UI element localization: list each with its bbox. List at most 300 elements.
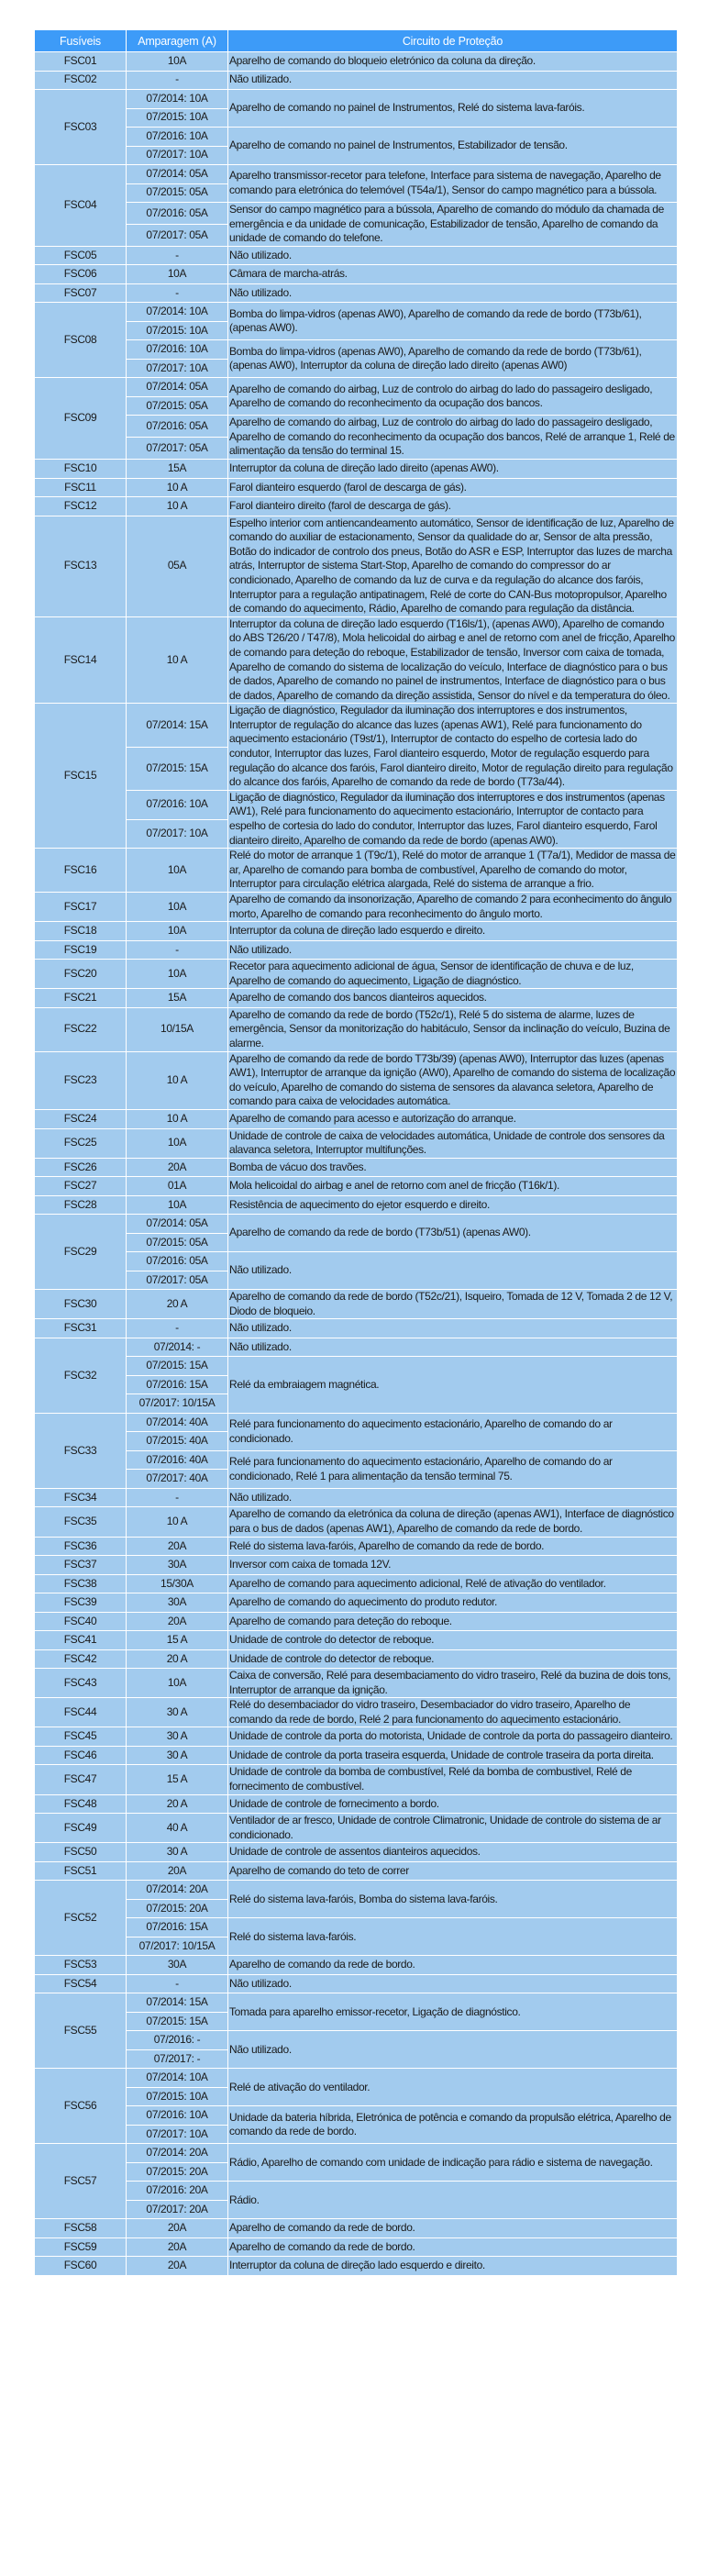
fuse-id: FSC42 <box>35 1649 127 1669</box>
fuse-id: FSC60 <box>35 2257 127 2276</box>
table-row <box>35 378 678 397</box>
protection-circuit: Aparelho de comando da rede de bordo. <box>228 1956 678 1975</box>
protection-circuit: Ligação de diagnóstico, Regulador da iluminação dos interruptores e dos instrumentos (apenas AW1), Relé para funcionamento do aquecimento estacionário, Interruptor de contacto para espelho de cortesia do lado do condutor, Interruptor das luzes, Farol dianteiro esquerdo, Farol dianteiro direito, Aparelho de comando da rede de bordo (apenas AW0). <box>228 790 678 848</box>
protection-circuit: Relé da embraiagem magnética. <box>228 1357 678 1414</box>
table-row <box>35 1814 678 1843</box>
amperage: 10A <box>127 1669 228 1698</box>
amperage: 10A <box>127 849 228 893</box>
table-row <box>35 1450 678 1470</box>
amperage: 10/15A <box>127 1007 228 1051</box>
table-row <box>35 1507 678 1537</box>
fuse-id: FSC13 <box>35 516 127 616</box>
amperage: 15/30A <box>127 1574 228 1593</box>
table-row <box>35 1746 678 1765</box>
protection-circuit: Aparelho de comando da eletrónica da coluna de direção (apenas AW1), Interface de diagnóstico para o bus de dados (apenas AW1), Aparelho de comando da rede de bordo. <box>228 1507 678 1537</box>
table-row <box>35 2182 678 2201</box>
table-row <box>35 2257 678 2276</box>
protection-circuit: Aparelho de comando no painel de Instrumentos, Relé do sistema lava-faróis. <box>228 90 678 128</box>
protection-circuit: Relé do sistema lava-faróis. <box>228 1918 678 1956</box>
amperage: 10 A <box>127 1051 228 1109</box>
table-row <box>35 246 678 265</box>
table-row <box>35 2031 678 2050</box>
protection-circuit: Unidade de controle da porta traseira esquerda, Unidade de controle traseira da porta direita. <box>228 1746 678 1765</box>
fuse-id: FSC52 <box>35 1881 127 1956</box>
table-row <box>35 704 678 747</box>
protection-circuit: Não utilizado. <box>228 246 678 265</box>
amperage: 07/2015: 15A <box>127 1357 228 1376</box>
amperage: 07/2016: 05A <box>127 416 228 438</box>
amperage: - <box>127 1319 228 1338</box>
amperage: 07/2017: 10/15A <box>127 1937 228 1956</box>
header-protection-circuit: Circuito de Proteção <box>228 30 678 52</box>
protection-circuit: Aparelho de comando do aquecimento do produto redutor. <box>228 1593 678 1613</box>
amperage: 10 A <box>127 497 228 516</box>
protection-circuit: Interruptor da coluna de direção lado esquerdo e direito. <box>228 2257 678 2276</box>
amperage: 20A <box>127 2237 228 2257</box>
fuse-id: FSC47 <box>35 1765 127 1794</box>
amperage: 07/2014: 20A <box>127 1881 228 1900</box>
table-row <box>35 1556 678 1575</box>
amperage: 20A <box>127 1861 228 1881</box>
protection-circuit: Relé para funcionamento do aquecimento estacionário, Aparelho de comando do ar condicionado, Relé 1 para alimentação da tensão terminal 75. <box>228 1450 678 1488</box>
fuse-id: FSC08 <box>35 303 127 378</box>
fuse-id: FSC24 <box>35 1110 127 1129</box>
amperage: 07/2016: 10A <box>127 340 228 360</box>
amperage: 20 A <box>127 1794 228 1814</box>
fuse-id: FSC43 <box>35 1669 127 1698</box>
table-row <box>35 1974 678 1993</box>
fuse-id: FSC17 <box>35 893 127 922</box>
table-row <box>35 1357 678 1376</box>
fuse-id: FSC09 <box>35 378 127 460</box>
protection-circuit: Relé de ativação do ventilador. <box>228 2069 678 2106</box>
amperage: 07/2014: 05A <box>127 165 228 184</box>
table-row <box>35 1537 678 1556</box>
protection-circuit: Sensor do campo magnético para a bússola, Aparelho de comando do módulo da chamada de emergência e da unidade de comunicação, Estabilizador de tensão, Aparelho de comando da unidade de comando do telefone. <box>228 203 678 247</box>
fuse-id: FSC41 <box>35 1631 127 1650</box>
protection-circuit: Não utilizado. <box>228 940 678 960</box>
table-row <box>35 340 678 360</box>
fuse-id: FSC10 <box>35 460 127 479</box>
fuse-id: FSC29 <box>35 1215 127 1290</box>
table-row <box>35 478 678 497</box>
protection-circuit: Não utilizado. <box>228 1338 678 1357</box>
table-row <box>35 1051 678 1109</box>
amperage: - <box>127 246 228 265</box>
amperage: 07/2015: 15A <box>127 747 228 790</box>
fuse-id: FSC18 <box>35 922 127 941</box>
fuse-id: FSC02 <box>35 71 127 90</box>
amperage: 07/2015: 20A <box>127 1899 228 1918</box>
amperage: 40 A <box>127 1814 228 1843</box>
amperage: - <box>127 71 228 90</box>
table-row <box>35 1110 678 1129</box>
protection-circuit: Inversor com caixa de tomada 12V. <box>228 1556 678 1575</box>
protection-circuit: Aparelho transmissor-recetor para telefone, Interface para sistema de navegação, Aparelho de comando para eletrónica do telemóvel (T54a/1), Sensor do campo magnético para a bússola. <box>228 165 678 203</box>
amperage: 07/2016: 10A <box>127 2106 228 2126</box>
table-row <box>35 849 678 893</box>
table-row <box>35 922 678 941</box>
protection-circuit: Unidade de controle da bomba de combustível, Relé da bomba de combustivel, Relé de fornecimento de combustível. <box>228 1765 678 1794</box>
amperage: 10 A <box>127 616 228 704</box>
protection-circuit: Caixa de conversão, Relé para desembaciamento do vidro traseiro, Relé da buzina de dois tons, Interruptor de arranque da ignição. <box>228 1669 678 1698</box>
amperage: 07/2017: 40A <box>127 1470 228 1489</box>
table-row <box>35 128 678 147</box>
protection-circuit: Não utilizado. <box>228 2031 678 2069</box>
protection-circuit: Relé do sistema lava-faróis, Aparelho de comando da rede de bordo. <box>228 1537 678 1556</box>
table-row <box>35 960 678 989</box>
amperage: 07/2016: 10A <box>127 790 228 819</box>
protection-circuit: Ligação de diagnóstico, Regulador da iluminação dos interruptores e dos instrumentos, Interruptor de regulação do alcance das luzes (apenas AW1), Relé para funcionamento do aquecimento estacionário (T9st/1), Interruptor de contacto do espelho de cortesia lado do condutor, Interruptor das luzes, Farol dianteiro esquerdo, Motor de regulação esquerdo para regulação do alcance dos faróis, Farol dianteiro direito, Motor de regulação direito para regulação do alcance dos faróis, Aparelho de comando da rede de bordo (T73a/44). <box>228 704 678 791</box>
protection-circuit: Aparelho de comando do bloqueio eletrónico da coluna da direção. <box>228 52 678 72</box>
fuse-id: FSC59 <box>35 2237 127 2257</box>
protection-circuit: Bomba de vácuo dos travões. <box>228 1158 678 1177</box>
header-amperage: Amparagem (A) <box>127 30 228 52</box>
table-row <box>35 1488 678 1507</box>
amperage: 20A <box>127 1612 228 1631</box>
protection-circuit: Unidade de controle do detector de reboque. <box>228 1649 678 1669</box>
amperage: 07/2016: 15A <box>127 1375 228 1394</box>
amperage: 07/2014: 20A <box>127 2144 228 2163</box>
table-row <box>35 1765 678 1794</box>
protection-circuit: Bomba do limpa-vidros (apenas AW0), Aparelho de comando da rede de bordo (T73b/61), (apenas AW0), Interruptor da coluna de direção lado direito (apenas AW0) <box>228 340 678 378</box>
fuse-id: FSC54 <box>35 1974 127 1993</box>
fuse-id: FSC34 <box>35 1488 127 1507</box>
table-row <box>35 283 678 303</box>
fuse-table <box>34 29 678 2276</box>
table-row <box>35 1252 678 1271</box>
protection-circuit: Não utilizado. <box>228 1252 678 1290</box>
protection-circuit: Rádio. <box>228 2182 678 2219</box>
table-row <box>35 2237 678 2257</box>
amperage: 01A <box>127 1177 228 1196</box>
fuse-id: FSC55 <box>35 1993 127 2069</box>
table-row <box>35 303 678 322</box>
amperage: 05A <box>127 516 228 616</box>
protection-circuit: Unidade de controle de assentos dianteiros aquecidos. <box>228 1843 678 1862</box>
table-header-row <box>35 30 678 52</box>
table-row <box>35 1177 678 1196</box>
amperage: 20A <box>127 2257 228 2276</box>
protection-circuit: Bomba do limpa-vidros (apenas AW0), Aparelho de comando da rede de bordo (T73b/61), (apenas AW0). <box>228 303 678 340</box>
amperage: 07/2015: 40A <box>127 1432 228 1451</box>
table-row <box>35 790 678 819</box>
amperage: 07/2016: 05A <box>127 203 228 225</box>
protection-circuit: Não utilizado. <box>228 1974 678 1993</box>
table-row <box>35 616 678 704</box>
amperage: 07/2017: 05A <box>127 438 228 460</box>
table-row <box>35 2219 678 2238</box>
table-row <box>35 1861 678 1881</box>
fuse-id: FSC50 <box>35 1843 127 1862</box>
fuse-id: FSC14 <box>35 616 127 704</box>
table-row <box>35 1727 678 1747</box>
fuse-id: FSC36 <box>35 1537 127 1556</box>
fuse-id: FSC46 <box>35 1746 127 1765</box>
protection-circuit: Aparelho de comando da insonorização, Aparelho de comando 2 para econhecimento do ângulo morto, Aparelho de comando para reconhecimento do ângulo morto. <box>228 893 678 922</box>
amperage: 07/2017: 05A <box>127 1271 228 1290</box>
fuse-id: FSC56 <box>35 2069 127 2144</box>
amperage: 07/2014: 10A <box>127 90 228 109</box>
amperage: 07/2016: 40A <box>127 1450 228 1470</box>
table-row <box>35 893 678 922</box>
amperage: 07/2015: 05A <box>127 183 228 203</box>
protection-circuit: Aparelho de comando do teto de correr <box>228 1861 678 1881</box>
fuse-id: FSC57 <box>35 2144 127 2219</box>
amperage: 07/2014: 10A <box>127 303 228 322</box>
amperage: 20A <box>127 2219 228 2238</box>
protection-circuit: Aparelho de comando do airbag, Luz de controlo do airbag do lado do passageiro desligado, Aparelho de comando do reconhecimento da ocupação dos bancos. <box>228 378 678 416</box>
fuse-id: FSC11 <box>35 478 127 497</box>
fuse-id: FSC35 <box>35 1507 127 1537</box>
amperage: - <box>127 1974 228 1993</box>
protection-circuit: Unidade de controle do detector de reboque. <box>228 1631 678 1650</box>
protection-circuit: Relé do desembaciador do vidro traseiro, Desembaciador do vidro traseiro, Aparelho de comando da rede de bordo, Relé 2 para funcionamento do aquecimento estacionário. <box>228 1698 678 1727</box>
fuse-table-body <box>35 52 678 2276</box>
protection-circuit: Interruptor da coluna de direção lado esquerdo e direito. <box>228 922 678 941</box>
table-row <box>35 1843 678 1862</box>
amperage: 07/2015: 05A <box>127 396 228 416</box>
fuse-id: FSC06 <box>35 265 127 284</box>
amperage: 07/2015: 10A <box>127 108 228 128</box>
fuse-id: FSC07 <box>35 283 127 303</box>
protection-circuit: Unidade de controle de caixa de velocidades automática, Unidade de controle dos sensores da alavanca seletora, Interruptor multifunções. <box>228 1128 678 1158</box>
amperage: 07/2014: 05A <box>127 378 228 397</box>
fuse-id: FSC15 <box>35 704 127 849</box>
protection-circuit: Relé do sistema lava-faróis, Bomba do sistema lava-faróis. <box>228 1881 678 1918</box>
protection-circuit: Aparelho de comando para aquecimento adicional, Relé de ativação do ventilador. <box>228 1574 678 1593</box>
table-row <box>35 2069 678 2088</box>
protection-circuit: Farol dianteiro esquerdo (farol de descarga de gás). <box>228 478 678 497</box>
table-row <box>35 1158 678 1177</box>
fuse-id: FSC23 <box>35 1051 127 1109</box>
table-row <box>35 1574 678 1593</box>
table-row <box>35 1290 678 1319</box>
protection-circuit: Interruptor da coluna de direção lado esquerdo (T16ls/1), (apenas AW0), Aparelho de comando do ABS T26/20 / T47/8), Mola helicoidal do airbag e anel de retorno com anel de fricção, Aparelho de comando para deteção do reboque, Estabilizador de tensão, Inversor com caixa de tomada, Aparelho de comando do sistema de localização do veículo, Interface de diagnóstico para o bus de dados, Aparelho de comando no painel de instrumentos, Interface de diagnóstico para o bus de dados, Aparelho de comando da direção assistida, Sensor do nível e da temperatura do óleo. <box>228 616 678 704</box>
amperage: 07/2017: 20A <box>127 2200 228 2219</box>
table-row <box>35 1128 678 1158</box>
protection-circuit: Espelho interior com antiencandeamento automático, Sensor de identificação de luz, Aparelho de comando do auxiliar de estacionamento, Sensor da qualidade do ar, Sensor de alta pressão, Botão do indicador de controlo dos pneus, Botão do ASR e ESP, Interruptor das luzes de marcha atrás, Interruptor de sistema Start-Stop, Aparelho de comando do compressor do ar condicionado, Aparelho de comando da luz de curva e da regulação do alcance dos faróis, Interruptor para a regulação antipatinagem, Relé de corte do CAN-Bus motopropulsor, Aparelho de comando do aquecimento, Rádio, Aparelho de comando para regulação da distância. <box>228 516 678 616</box>
fuse-id: FSC16 <box>35 849 127 893</box>
table-row <box>35 1195 678 1215</box>
table-row <box>35 1612 678 1631</box>
amperage: 07/2017: 10A <box>127 819 228 849</box>
fuse-id: FSC48 <box>35 1794 127 1814</box>
table-row <box>35 1215 678 1234</box>
protection-circuit: Mola helicoidal do airbag e anel de retorno com anel de fricção (T16k/1). <box>228 1177 678 1196</box>
amperage: 10A <box>127 1128 228 1158</box>
protection-circuit: Aparelho de comando para deteção do reboque. <box>228 1612 678 1631</box>
fuse-id: FSC45 <box>35 1727 127 1747</box>
fuse-id: FSC49 <box>35 1814 127 1843</box>
table-row <box>35 203 678 225</box>
protection-circuit: Não utilizado. <box>228 71 678 90</box>
fuse-id: FSC31 <box>35 1319 127 1338</box>
protection-circuit: Ventilador de ar fresco, Unidade de controle Climatronic, Unidade de controle do sistema de ar condicionado. <box>228 1814 678 1843</box>
amperage: 07/2017: 05A <box>127 224 228 246</box>
fuse-id: FSC40 <box>35 1612 127 1631</box>
amperage: 10A <box>127 922 228 941</box>
protection-circuit: Recetor para aquecimento adicional de água, Sensor de identificação de chuva e de luz, Aparelho de comando do aquecimento, Ligação de diagnóstico. <box>228 960 678 989</box>
protection-circuit: Aparelho de comando da rede de bordo. <box>228 2237 678 2257</box>
protection-circuit: Tomada para aparelho emissor-recetor, Ligação de diagnóstico. <box>228 1993 678 2031</box>
amperage: 20A <box>127 1537 228 1556</box>
protection-circuit: Unidade da bateria híbrida, Eletrónica de potência e comando da propulsão elétrica, Aparelho de comando da rede de bordo. <box>228 2106 678 2144</box>
table-row <box>35 1993 678 2013</box>
amperage: 07/2014: 15A <box>127 704 228 747</box>
fuse-id: FSC58 <box>35 2219 127 2238</box>
table-row <box>35 165 678 184</box>
amperage: 30A <box>127 1956 228 1975</box>
fuse-id: FSC37 <box>35 1556 127 1575</box>
fuse-id: FSC44 <box>35 1698 127 1727</box>
amperage: 15A <box>127 989 228 1008</box>
table-row <box>35 1698 678 1727</box>
amperage: 07/2014: 40A <box>127 1413 228 1432</box>
amperage: 07/2017: 10/15A <box>127 1394 228 1414</box>
fuse-id: FSC21 <box>35 989 127 1008</box>
amperage: 30 A <box>127 1746 228 1765</box>
table-row <box>35 497 678 516</box>
fuse-id: FSC51 <box>35 1861 127 1881</box>
protection-circuit: Aparelho de comando da rede de bordo. <box>228 2219 678 2238</box>
table-row <box>35 71 678 90</box>
protection-circuit: Aparelho de comando dos bancos dianteiros aquecidos. <box>228 989 678 1008</box>
fuse-table-container <box>34 29 677 2276</box>
amperage: 07/2016: 15A <box>127 1918 228 1938</box>
fuse-id: FSC03 <box>35 90 127 165</box>
amperage: 30 A <box>127 1843 228 1862</box>
table-row <box>35 1413 678 1432</box>
amperage: 07/2014: 05A <box>127 1215 228 1234</box>
protection-circuit: Aparelho de comando da rede de bordo T73b/39) (apenas AW0), Interruptor das luzes (apenas AW1), Interruptor de arranque da ignição (AW0), Aparelho de comando do sistema de localização do veículo, Aparelho de comando do sistema de sensores da alavanca seletora, Aparelho de comando para caixa de velocidades automática. <box>228 1051 678 1109</box>
table-row <box>35 940 678 960</box>
protection-circuit: Aparelho de comando da rede de bordo (T73b/51) (apenas AW0). <box>228 1215 678 1252</box>
fuse-id: FSC26 <box>35 1158 127 1177</box>
protection-circuit: Unidade de controle da porta do motorista, Unidade de controle da porta do passageiro dianteiro. <box>228 1727 678 1747</box>
protection-circuit: Aparelho de comando do airbag, Luz de controlo do airbag do lado do passageiro desligado, Aparelho de comando do reconhecimento da ocupação dos bancos, Relé de arranque 1, Relé de alimentação da tensão do terminal 15. <box>228 416 678 460</box>
header-fuses: Fusíveis <box>35 30 127 52</box>
amperage: 07/2015: 05A <box>127 1233 228 1252</box>
amperage: 15 A <box>127 1765 228 1794</box>
protection-circuit: Aparelho de comando da rede de bordo (T52c/21), Isqueiro, Tomada de 12 V, Tomada 2 de 12 V, Diodo de bloqueio. <box>228 1290 678 1319</box>
fuse-id: FSC12 <box>35 497 127 516</box>
protection-circuit: Câmara de marcha-atrás. <box>228 265 678 284</box>
fuse-id: FSC32 <box>35 1338 127 1413</box>
table-row <box>35 1649 678 1669</box>
amperage: 10A <box>127 893 228 922</box>
amperage: 07/2015: 10A <box>127 2087 228 2106</box>
fuse-id: FSC53 <box>35 1956 127 1975</box>
table-row <box>35 516 678 616</box>
table-row <box>35 2106 678 2126</box>
amperage: 10A <box>127 1195 228 1215</box>
amperage: 07/2016: 10A <box>127 128 228 147</box>
amperage: - <box>127 940 228 960</box>
table-row <box>35 1794 678 1814</box>
amperage: 07/2014: 10A <box>127 2069 228 2088</box>
amperage: 10A <box>127 265 228 284</box>
fuse-id: FSC25 <box>35 1128 127 1158</box>
protection-circuit: Interruptor da coluna de direção lado direito (apenas AW0). <box>228 460 678 479</box>
table-row <box>35 1669 678 1698</box>
table-row <box>35 989 678 1008</box>
amperage: 10A <box>127 960 228 989</box>
table-row <box>35 90 678 109</box>
amperage: 20 A <box>127 1290 228 1319</box>
protection-circuit: Rádio, Aparelho de comando com unidade de indicação para rádio e sistema de navegação. <box>228 2144 678 2182</box>
amperage: 07/2015: 20A <box>127 2162 228 2182</box>
protection-circuit: Não utilizado. <box>228 1319 678 1338</box>
table-row <box>35 1956 678 1975</box>
protection-circuit: Não utilizado. <box>228 283 678 303</box>
table-row <box>35 1593 678 1613</box>
amperage: 10 A <box>127 1507 228 1537</box>
amperage: 07/2016: - <box>127 2031 228 2050</box>
table-row <box>35 265 678 284</box>
amperage: 30A <box>127 1593 228 1613</box>
table-row <box>35 416 678 438</box>
amperage: 07/2016: 05A <box>127 1252 228 1271</box>
amperage: 30 A <box>127 1698 228 1727</box>
amperage: 15 A <box>127 1631 228 1650</box>
fuse-id: FSC22 <box>35 1007 127 1051</box>
amperage: 07/2014: - <box>127 1338 228 1357</box>
table-row <box>35 1881 678 1900</box>
table-row <box>35 1338 678 1357</box>
fuse-id: FSC30 <box>35 1290 127 1319</box>
amperage: 07/2017: 10A <box>127 146 228 165</box>
amperage: 15A <box>127 460 228 479</box>
amperage: 30A <box>127 1556 228 1575</box>
protection-circuit: Aparelho de comando para acesso e autorização do arranque. <box>228 1110 678 1129</box>
amperage: 20 A <box>127 1649 228 1669</box>
fuse-id: FSC27 <box>35 1177 127 1196</box>
protection-circuit: Resistência de aquecimento do ejetor esquerdo e direito. <box>228 1195 678 1215</box>
fuse-id: FSC05 <box>35 246 127 265</box>
fuse-id: FSC20 <box>35 960 127 989</box>
table-row <box>35 1918 678 1938</box>
protection-circuit: Aparelho de comando no painel de Instrumentos, Estabilizador de tensão. <box>228 128 678 165</box>
amperage: 20A <box>127 1158 228 1177</box>
protection-circuit: Relé do motor de arranque 1 (T9c/1), Relé do motor de arranque 1 (T7a/1), Medidor de massa de ar, Aparelho de comando para bomba de combustível, Aparelho de comando do motor, Interruptor para circulação elétrica alargada, Relé do sistema de arranque a frio. <box>228 849 678 893</box>
table-row <box>35 1319 678 1338</box>
amperage: 30 A <box>127 1727 228 1747</box>
amperage: - <box>127 1488 228 1507</box>
amperage: 10 A <box>127 1110 228 1129</box>
fuse-id: FSC28 <box>35 1195 127 1215</box>
fuse-id: FSC33 <box>35 1413 127 1488</box>
amperage: 10 A <box>127 478 228 497</box>
fuse-id: FSC04 <box>35 165 127 247</box>
table-row <box>35 52 678 72</box>
protection-circuit: Não utilizado. <box>228 1488 678 1507</box>
protection-circuit: Aparelho de comando da rede de bordo (T52c/1), Relé 5 do sistema de alarme, luzes de emergência, Sensor da monitorização do habitáculo, Sensor da inclinação do veículo, Buzina de alarme. <box>228 1007 678 1051</box>
amperage: 07/2017: 10A <box>127 359 228 378</box>
fuse-id: FSC39 <box>35 1593 127 1613</box>
table-row <box>35 1631 678 1650</box>
fuse-id: FSC38 <box>35 1574 127 1593</box>
protection-circuit: Unidade de controle de fornecimento a bordo. <box>228 1794 678 1814</box>
table-row <box>35 460 678 479</box>
table-row <box>35 1007 678 1051</box>
amperage: 07/2015: 15A <box>127 2012 228 2031</box>
amperage: - <box>127 283 228 303</box>
table-row <box>35 2144 678 2163</box>
amperage: 07/2016: 20A <box>127 2182 228 2201</box>
protection-circuit: Relé para funcionamento do aquecimento estacionário, Aparelho de comando do ar condicionado. <box>228 1413 678 1450</box>
amperage: 10A <box>127 52 228 72</box>
